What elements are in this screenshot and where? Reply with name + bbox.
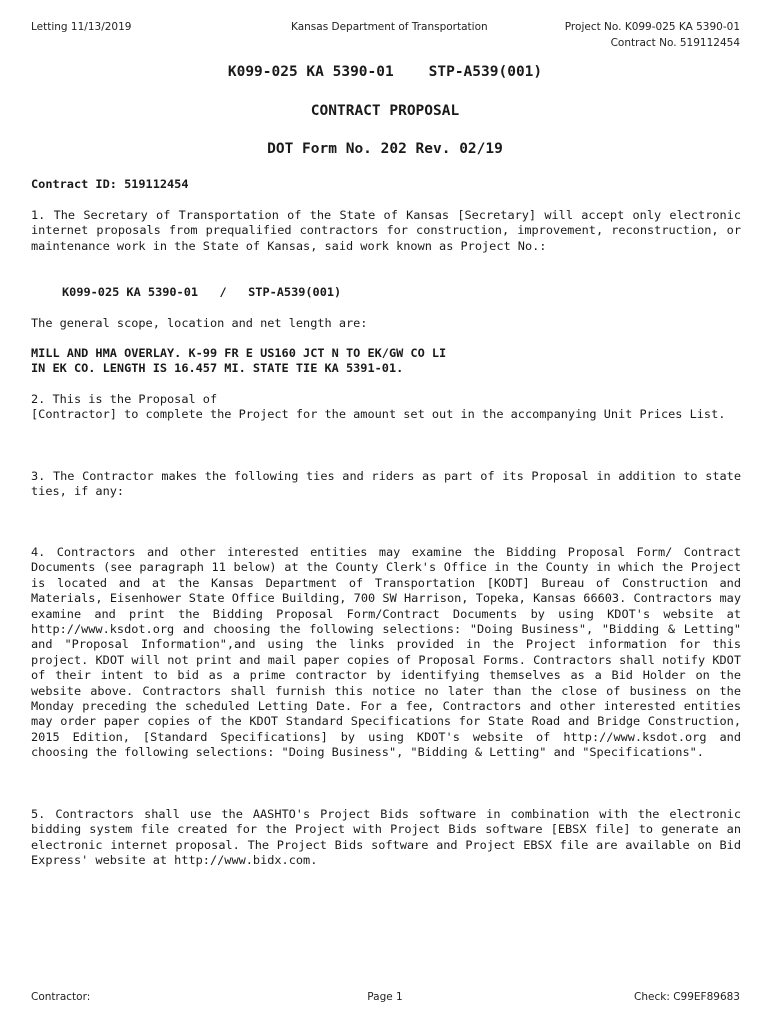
letting-date: Letting 11/13/2019 bbox=[31, 21, 132, 33]
title-contract-proposal: CONTRACT PROPOSAL bbox=[310, 103, 460, 119]
scope-intro: The general scope, location and net length are: bbox=[31, 316, 368, 330]
project-identifier: K099-025 KA 5390-01 / STP-A539(001) bbox=[62, 285, 342, 299]
contractor-label: Contractor: bbox=[31, 991, 91, 1003]
page-number: Page 1 bbox=[367, 991, 403, 1003]
paragraph-5: 5. Contractors shall use the AASHTO's Project Bids software in combination with the electronic bidding system file created for the Project with Project Bids software [EBSX file] to generate an electronic internet proposal. The Project Bids software and Project EBSX file are available on Bid Express' website at http://www.bidx.com. bbox=[31, 807, 741, 868]
paragraph-4: 4. Contractors and other interested entities may examine the Bidding Proposal Form/ Contract Documents (see paragraph 11 below) at the County Clerk's Office in the County in which the Project is located and at the Kansas Department of Transportation [KODT] Bureau of Construction and Materials, Eisenhower State Office Building, 700 SW Harrison, Topeka, Kansas 66603. Contractors may examine and print the Bidding Proposal Form/Contract Documents by using KDOT's website at http://www.ksdot.org and choosing the following selections: "Doing Business", "Bidding & Letting" and "Proposal Information",and using the links provided in the Project information for this project. KDOT will not print and mail paper copies of Proposal Forms. Contractors shall notify KDOT of their intent to bid as a prime contractor by identifying themselves as a Bid Holder on the website above. Contractors shall furnish this notice no later than the close of business on the Monday preceding the scheduled Letting Date. For a fee, Contractors and other interested entities may order paper copies of the KDOT Standard Specifications for State Road and Bridge Construction, 2015 Edition, [Standard Specifications] by using KDOT's website of http://www.ksdot.org and choosing the following selections: "Doing Business", "Bidding & Letting" and "Specifications". bbox=[31, 545, 741, 760]
scope-line-1: MILL AND HMA OVERLAY. K-99 FR E US160 JCT N TO EK/GW CO LI bbox=[31, 346, 447, 360]
scope-line-2: IN EK CO. LENGTH IS 16.457 MI. STATE TIE KA 5391-01. bbox=[31, 361, 404, 375]
project-number: Project No. K099-025 KA 5390-01 bbox=[564, 21, 740, 33]
agency-name: Kansas Department of Transportation bbox=[291, 21, 488, 33]
paragraph-3: 3. The Contractor makes the following ties and riders as part of its Proposal in addition to state ties, if any: bbox=[31, 469, 741, 499]
title-project-ids: K099-025 KA 5390-01 STP-A539(001) bbox=[227, 64, 543, 80]
contract-number: Contract No. 519112454 bbox=[610, 37, 740, 49]
paragraph-1: 1. The Secretary of Transportation of the State of Kansas [Secretary] will accept only electronic internet proposals from prequalified contractors for construction, improvement, reconstruction, or maintenance work in the State of Kansas, said work known as Project No.: bbox=[31, 208, 741, 253]
check-code: Check: C99EF89683 bbox=[634, 991, 740, 1003]
paragraph-2: [Contractor] to complete the Project for the amount set out in the accompanying Unit Prices List. bbox=[31, 407, 726, 421]
title-form-number: DOT Form No. 202 Rev. 02/19 bbox=[267, 141, 503, 157]
contract-id: Contract ID: 519112454 bbox=[31, 177, 189, 191]
paragraph-2-line-1: 2. This is the Proposal of bbox=[31, 392, 218, 406]
